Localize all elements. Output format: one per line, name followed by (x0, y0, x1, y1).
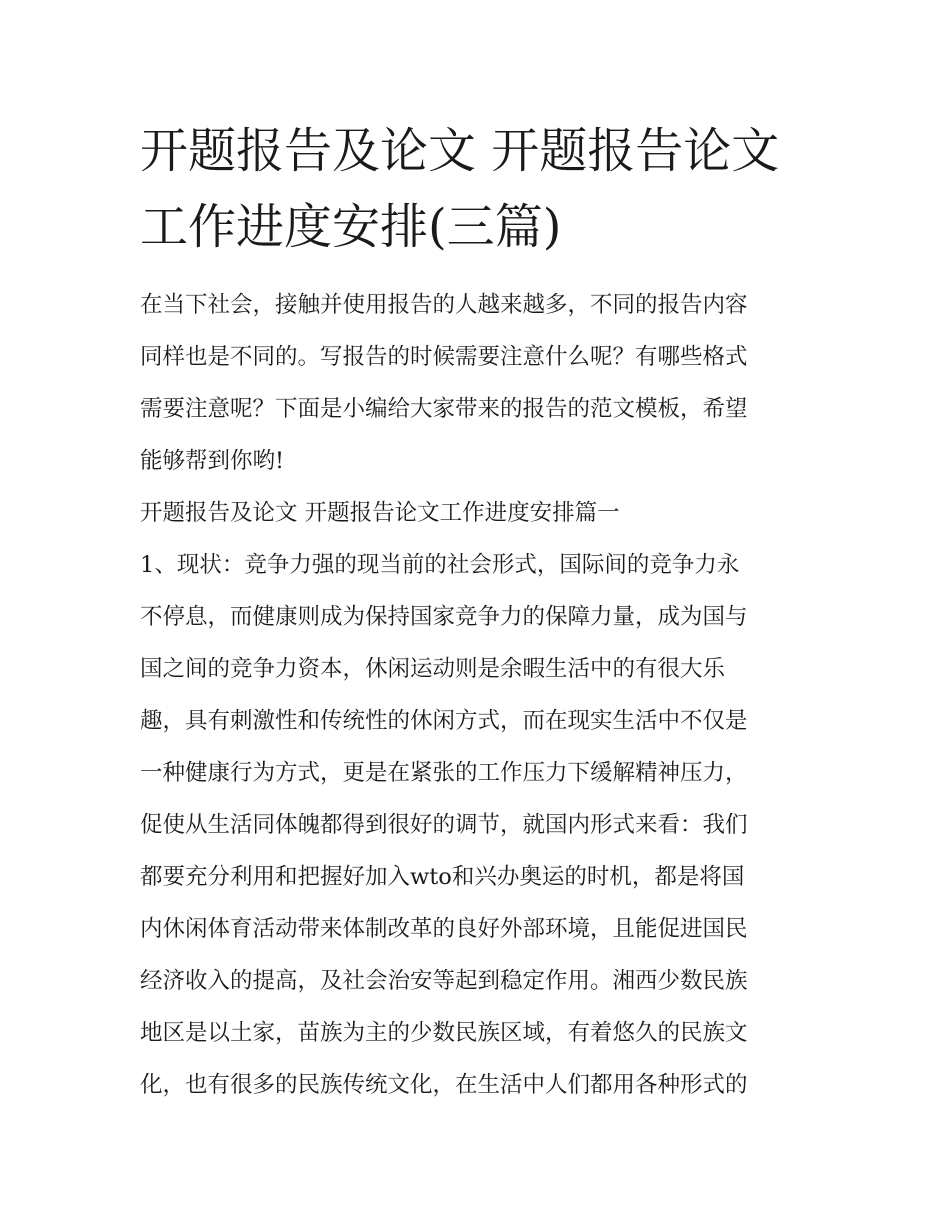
body-line: 趣，具有刺激性和传统性的休闲方式，而在现实生活中不仅是 (140, 708, 748, 734)
body-line: 不停息，而健康则成为保持国家竞争力的保障力量，成为国与 (140, 604, 748, 630)
body-line: 内休闲体育活动带来体制改革的良好外部环境，且能促进国民 (140, 916, 748, 942)
body-line: 经济收入的提高，及社会治安等起到稳定作用。湘西少数民族 (140, 968, 748, 994)
intro-paragraph (140, 279, 815, 487)
body-line: 促使从生活同体魄都得到很好的调节，就国内形式来看：我们 (140, 812, 748, 838)
body-line: 地区是以土家，苗族为主的少数民族区域，有着悠久的民族文 (140, 1020, 748, 1046)
title-line: 开题报告及论文 开题报告论文 (140, 123, 780, 179)
intro-line: 需要注意呢？下面是小编给大家带来的报告的范文模板，希望 (140, 396, 748, 422)
body-paragraph (140, 539, 815, 1111)
body-line: 化，也有很多的民族传统文化，在生活中人们都用各种形式的 (140, 1072, 748, 1098)
title-line: 工作进度安排(三篇) (140, 199, 562, 255)
intro-line: 能够帮到你哟! (140, 448, 285, 474)
document-content (140, 113, 815, 1111)
body-line: 1、现状：竞争力强的现当前的社会形式，国际间的竞争力永 (140, 552, 740, 578)
body-line: 国之间的竞争力资本，休闲运动则是余暇生活中的有很大乐 (140, 656, 726, 682)
intro-line: 在当下社会，接触并使用报告的人越来越多，不同的报告内容 (140, 292, 748, 318)
document-title (140, 113, 815, 265)
section-heading: 开题报告及论文 开题报告论文工作进度安排篇一 (140, 500, 620, 526)
body-line: 都要充分利用和把握好加入wto和兴办奥运的时机，都是将国 (140, 864, 745, 890)
body-line: 一种健康行为方式，更是在紧张的工作压力下缓解精神压力， (140, 760, 748, 786)
intro-line: 同样也是不同的。写报告的时候需要注意什么呢？有哪些格式 (140, 344, 748, 370)
